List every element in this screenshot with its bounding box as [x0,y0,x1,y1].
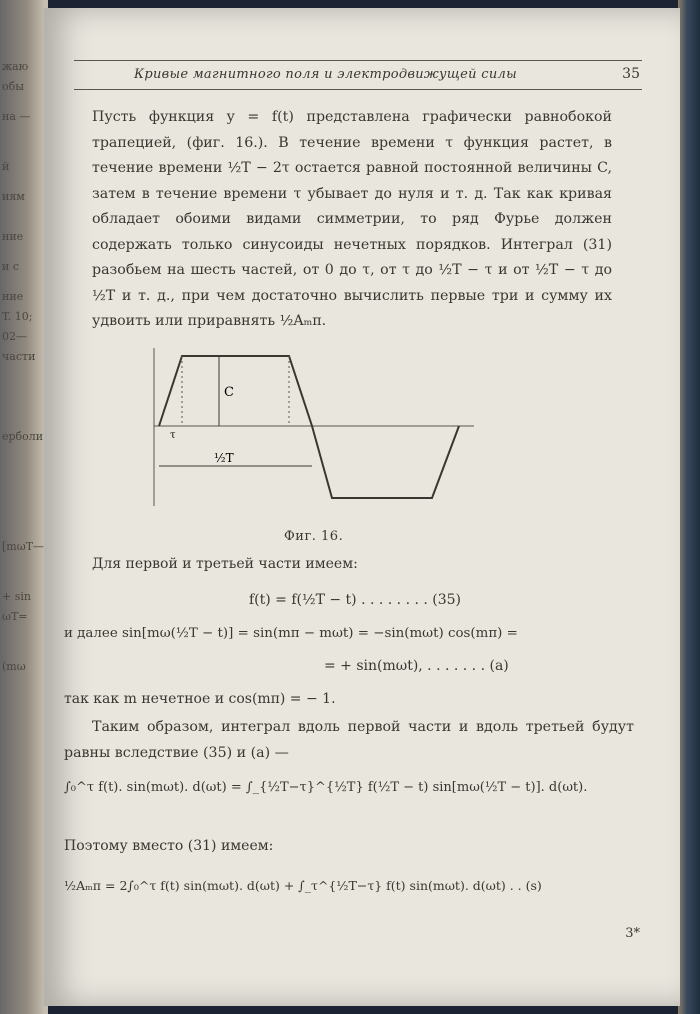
text-line-6: Поэтому вместо (31) имеем: [64,838,274,854]
page-number: 35 [622,66,640,82]
previous-page-fragment: жаю [2,60,29,73]
signature-mark: 3* [625,926,640,941]
text-line-4: так как m нечетное и cos(mπ) = − 1. [64,691,336,707]
previous-page-fragment: на — [2,110,31,123]
book-cover-edge [678,0,700,1014]
equation-a: = + sin(mωt), . . . . . . . (a) [324,658,509,674]
trapezoid-figure [144,338,484,508]
text-line-2: и далее sin[mω(½T − t)] = sin(mπ − mωt) = −sin(mωt) cos(mπ) = [64,626,518,641]
previous-page-fragment: T. 10; [2,310,33,323]
figure-caption: Фиг. 16. [284,529,344,544]
previous-page-fragment: ерболи [2,430,44,443]
equation-35: f(t) = f(½T − t) . . . . . . . . (35) [249,592,462,608]
previous-page-fragment: обы [2,80,24,93]
intro-paragraph: Пусть функция y = f(t) представлена графически равнобокой трапецией, (фиг. 16.). В течение времени τ функция растет, в течение времени ½T − 2τ остается равной постоянной величины C, затем в течение времени τ убывает до нуля и т. д. Так как кривая обладает обоими видами симметрии, то ряд Фурье должен содержать только синусоиды нечетных порядков. Интеграл (31) разобьем на шесть частей, от 0 до τ, от τ до ½T − τ и от ½T − τ до ½T и т. д., при чем достаточно вычислить первые три и сумму их удвоить или приравнять ½Aₘπ. [92,109,612,329]
previous-page-edge [0,0,46,1014]
figure-label-c: C [224,385,234,400]
previous-page-fragment: части [2,350,36,363]
final-equation: ½Aₘπ = 2∫₀^τ f(t) sin(mωt). d(ωt) + ∫_τ^{½T−τ} f(t) sin(mωt). d(ωt) . . (s) [64,878,542,893]
text-line-5: Таким образом, интеграл вдоль первой части и вдоль третьей будут равны вследствие (35) и (a) — [64,719,634,761]
previous-page-fragment: ние [2,290,24,303]
previous-page-fragment: й [2,160,10,173]
book-page [44,8,680,1006]
running-header [74,60,642,90]
previous-page-fragment: + sin [2,590,31,603]
previous-page-fragment: ние [2,230,24,243]
previous-page-fragment: 02— [2,330,27,343]
integral-equation: ∫₀^τ f(t). sin(mωt). d(ωt) = ∫_{½T−τ}^{½T} f(½T − t) sin[mω(½T − t)]. d(ωt). [64,780,588,795]
figure-label-tau: τ [170,430,176,441]
text-line-1: Для первой и третьей части имеем: [92,556,358,572]
figure-label-halfT: ½T [214,451,234,465]
header-title: Кривые магнитного поля и электродвижущей силы [134,67,517,82]
previous-page-fragment: (mω [2,660,26,673]
previous-page-fragment: иям [2,190,25,203]
previous-page-fragment: и с [2,260,19,273]
previous-page-fragment: [mωT— [2,540,45,553]
previous-page-fragment: ωT= [2,610,28,623]
